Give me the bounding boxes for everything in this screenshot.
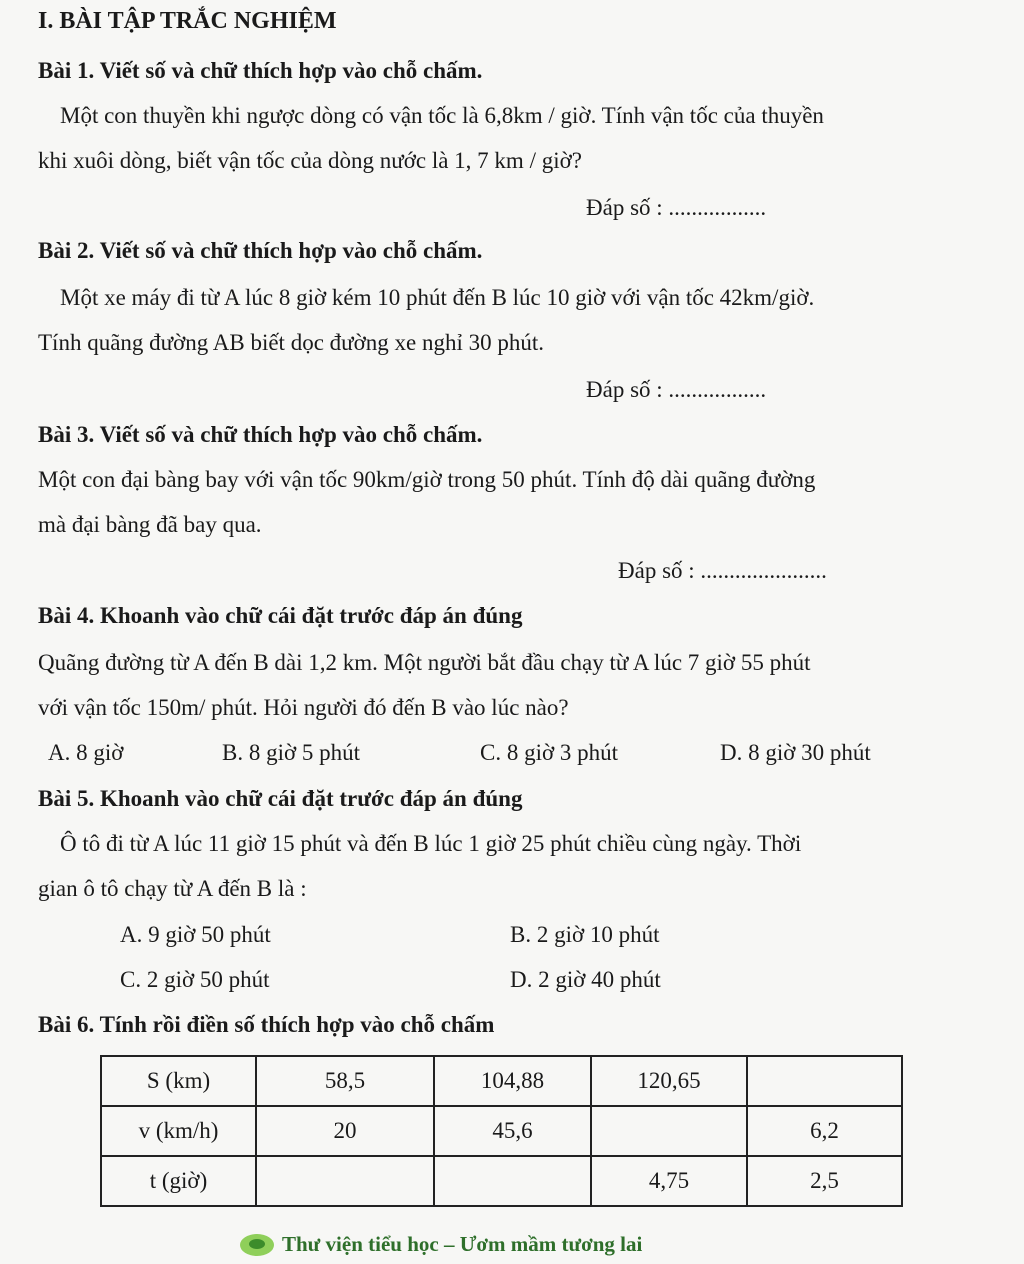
bai4-option-b: B. 8 giờ 5 phút	[222, 740, 361, 765]
bai5-option-c: C. 2 giờ 50 phút	[120, 967, 270, 992]
table-row	[101, 1056, 902, 1106]
bai4-option-a: A. 8 giờ	[48, 740, 124, 765]
bai3-line2: mà đại bàng đã bay qua.	[38, 512, 262, 537]
bai2-answer: Đáp số : .................	[586, 377, 767, 402]
bai1-line2: khi xuôi dòng, biết vận tốc của dòng nước là 1, 7 km / giờ?	[38, 148, 582, 173]
bai6-table	[100, 1055, 903, 1207]
bai5-option-b: B. 2 giờ 10 phút	[510, 922, 660, 947]
bai4-line2: với vận tốc 150m/ phút. Hỏi người đó đến B vào lúc nào?	[38, 695, 569, 720]
bai2-line1: Một xe máy đi từ A lúc 8 giờ kém 10 phút đến B lúc 10 giờ với vận tốc 42km/giờ.	[60, 285, 815, 310]
bai4-option-d: D. 8 giờ 30 phút	[720, 740, 871, 765]
table-cell	[591, 1106, 747, 1156]
table-cell: 120,65	[591, 1056, 747, 1106]
table-cell	[256, 1156, 434, 1206]
bai5-title: Bài 5. Khoanh vào chữ cái đặt trước đáp án đúng	[38, 786, 523, 811]
bai4-line1: Quãng đường từ A đến B dài 1,2 km. Một người bắt đầu chạy từ A lúc 7 giờ 55 phút	[38, 650, 811, 675]
section-title: I. BÀI TẬP TRẮC NGHIỆM	[38, 8, 337, 34]
bai1-line1: Một con thuyền khi ngược dòng có vận tốc là 6,8km / giờ. Tính vận tốc của thuyền	[60, 103, 824, 128]
bai1-title: Bài 1. Viết số và chữ thích hợp vào chỗ chấm.	[38, 58, 483, 83]
bai5-line1: Ô tô đi từ A lúc 11 giờ 15 phút và đến B lúc 1 giờ 25 phút chiều cùng ngày. Thời	[60, 831, 802, 856]
table-cell: 58,5	[256, 1056, 434, 1106]
footer-text: Thư viện tiểu học – Ươm mầm tương lai	[282, 1232, 643, 1256]
table-row	[101, 1106, 902, 1156]
table-cell: t (giờ)	[101, 1156, 256, 1206]
bai5-option-a: A. 9 giờ 50 phút	[120, 922, 271, 947]
bai3-answer: Đáp số : ......................	[618, 558, 827, 583]
bai2-title: Bài 2. Viết số và chữ thích hợp vào chỗ chấm.	[38, 238, 483, 263]
bai6-title: Bài 6. Tính rồi điền số thích hợp vào chỗ chấm	[38, 1012, 495, 1037]
table-cell: 4,75	[591, 1156, 747, 1206]
table-cell: 104,88	[434, 1056, 591, 1106]
bai5-option-d: D. 2 giờ 40 phút	[510, 967, 661, 992]
table-cell	[747, 1056, 902, 1106]
bai4-title: Bài 4. Khoanh vào chữ cái đặt trước đáp án đúng	[38, 603, 523, 628]
bai3-title: Bài 3. Viết số và chữ thích hợp vào chỗ chấm.	[38, 422, 483, 447]
table-cell: 45,6	[434, 1106, 591, 1156]
bai4-option-c: C. 8 giờ 3 phút	[480, 740, 619, 765]
bai2-line2: Tính quãng đường AB biết dọc đường xe nghỉ 30 phút.	[38, 330, 545, 355]
table-cell: v (km/h)	[101, 1106, 256, 1156]
bai3-line1: Một con đại bàng bay với vận tốc 90km/giờ trong 50 phút. Tính độ dài quãng đường	[38, 467, 816, 492]
table-cell	[434, 1156, 591, 1206]
table-row	[101, 1156, 902, 1206]
footer	[240, 1232, 642, 1257]
bai1-answer: Đáp số : .................	[586, 195, 767, 220]
table-cell: 20	[256, 1106, 434, 1156]
table-cell: 2,5	[747, 1156, 902, 1206]
bai5-line2: gian ô tô chạy từ A đến B là :	[38, 876, 307, 901]
table-cell: 6,2	[747, 1106, 902, 1156]
table-cell: S (km)	[101, 1056, 256, 1106]
leaf-logo-icon	[240, 1234, 274, 1256]
